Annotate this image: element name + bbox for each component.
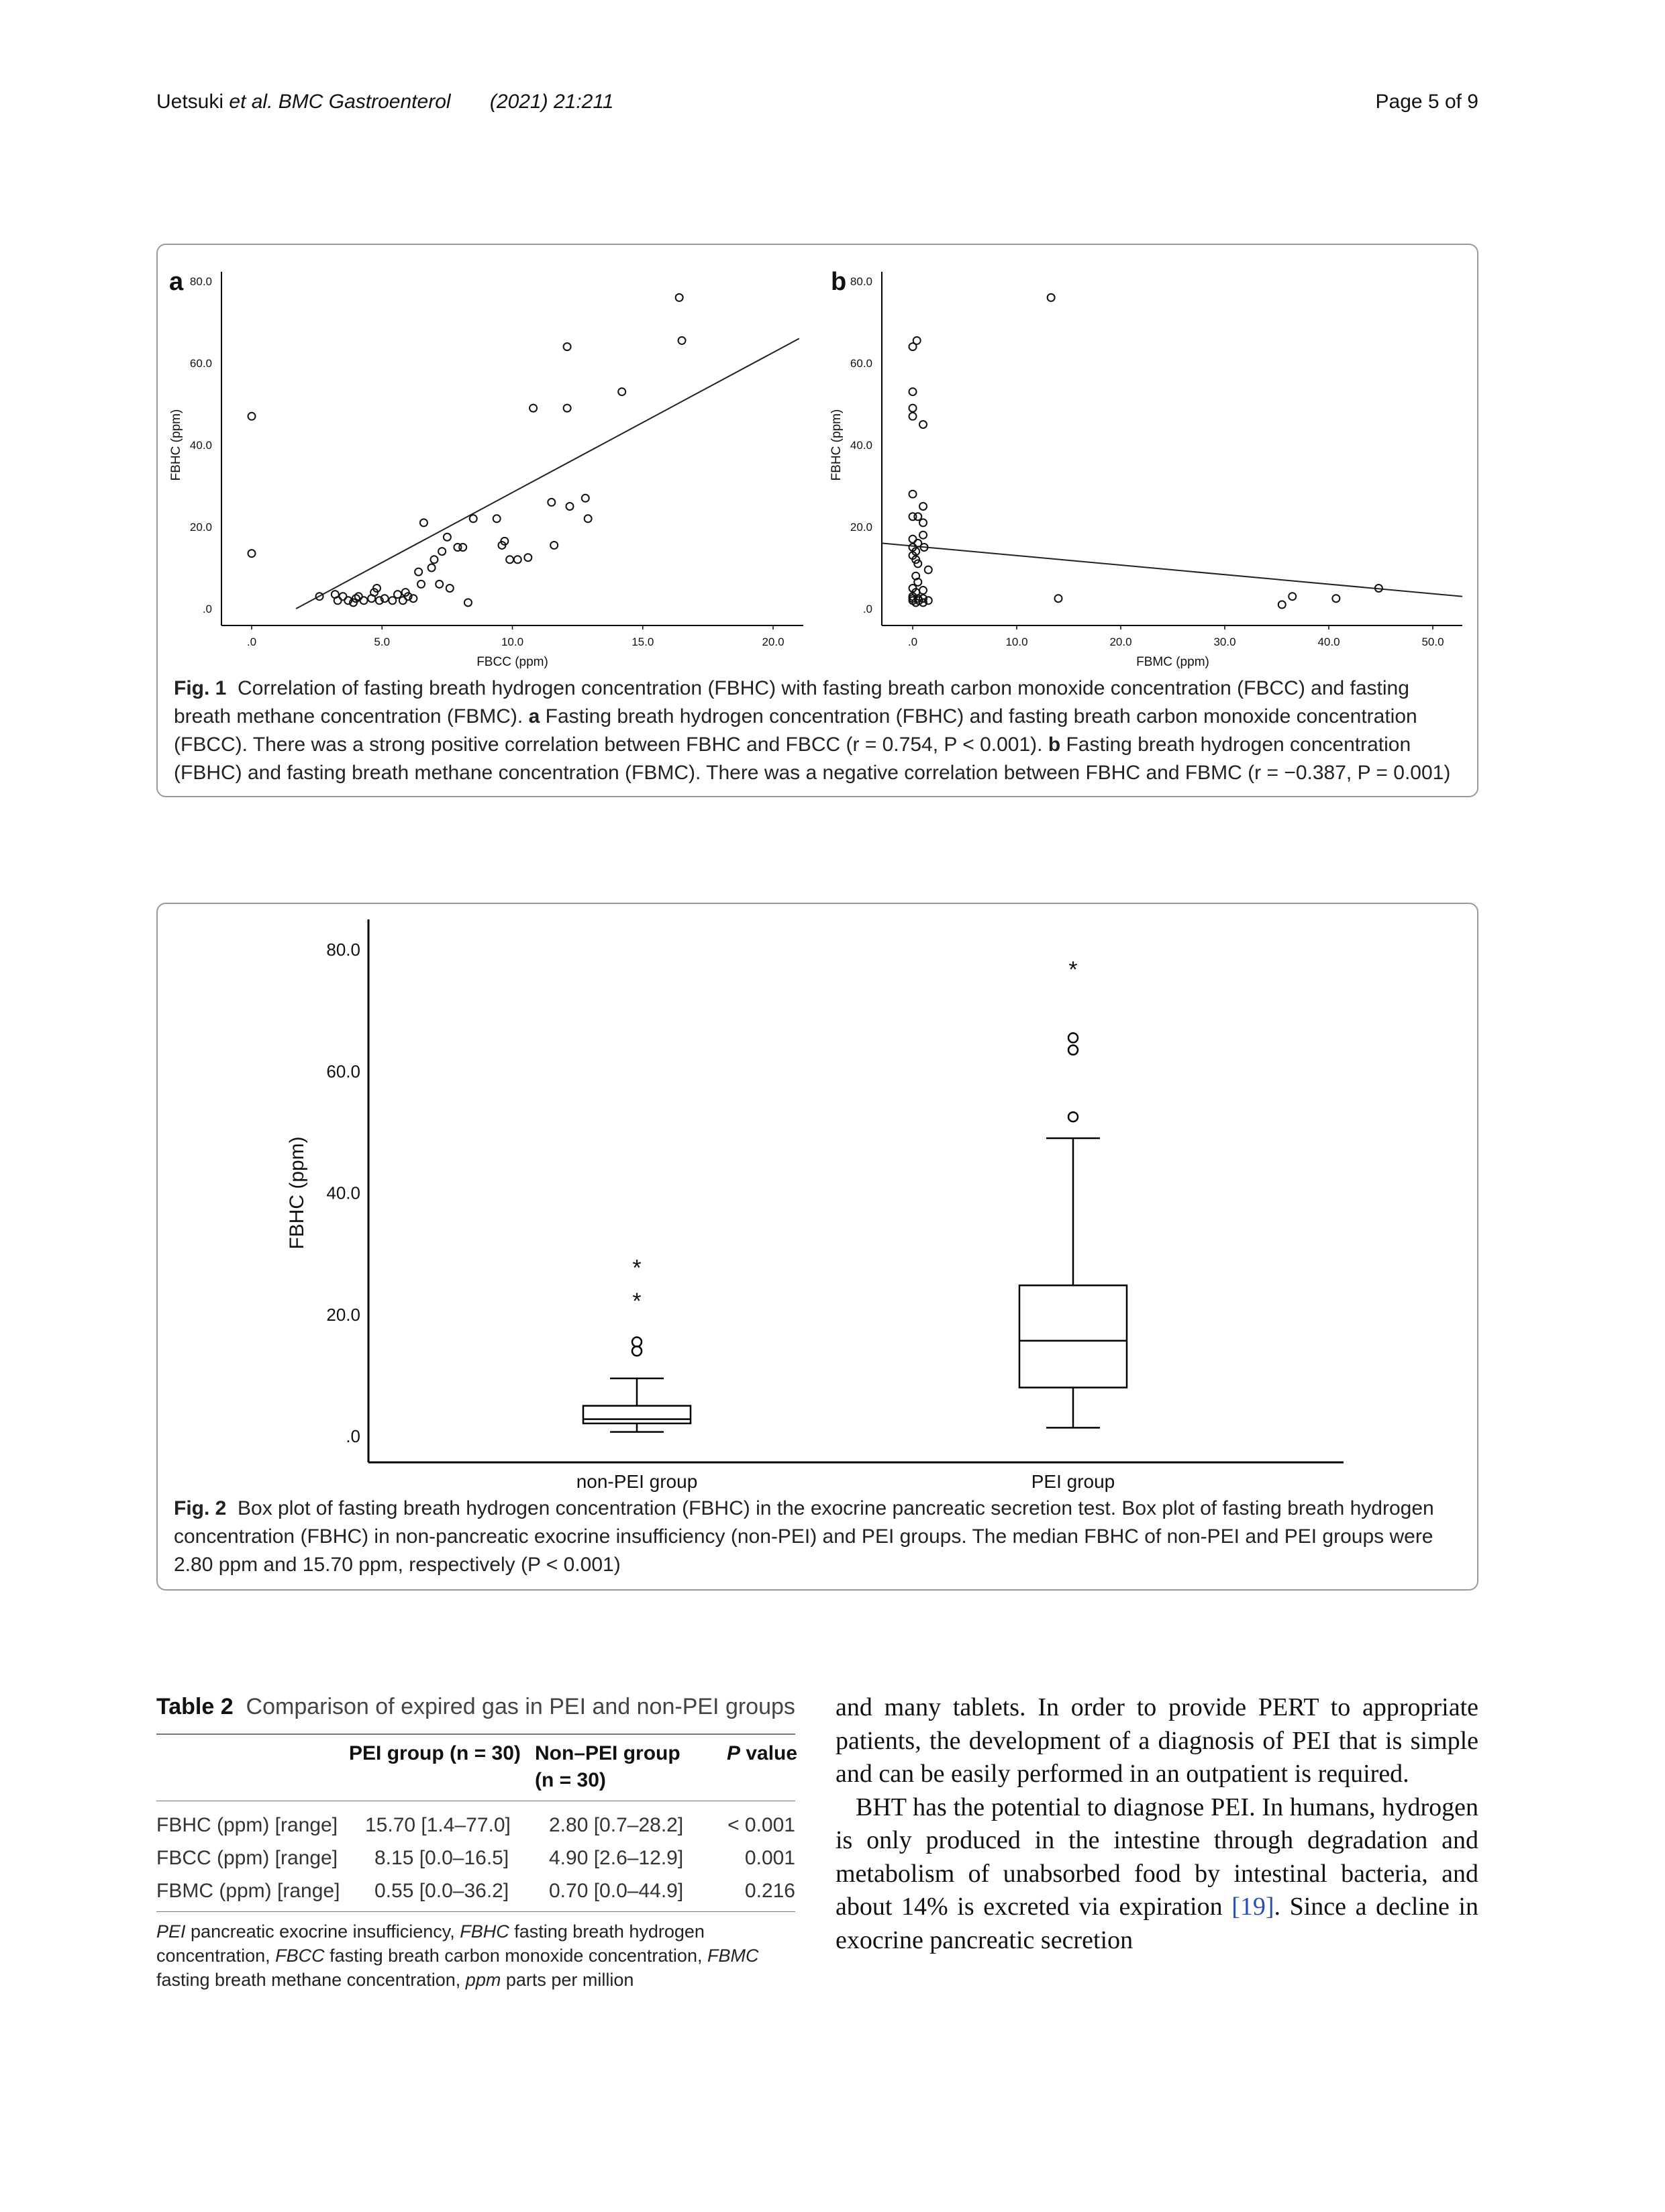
column-header-nonpei-line1: Non–PEI group: [535, 1742, 680, 1764]
panel-b-data-point: [919, 532, 927, 539]
panel-b-y-tick-label: 60.0: [850, 357, 872, 370]
panel-b-data-point: [913, 337, 921, 344]
panel-a-data-point: [464, 599, 472, 606]
panel-a-y-tick-label: 40.0: [189, 439, 212, 452]
footnote-definition: fasting breath carbon monoxide concentration,: [324, 1946, 707, 1966]
panel-b-data-point: [914, 513, 921, 520]
boxplot-y-tick-label: 20.0: [326, 1304, 360, 1325]
panel-b-data-point: [1048, 294, 1055, 301]
footnote-term: FBHC: [460, 1921, 509, 1942]
column-header-p-value: [727, 1740, 797, 1767]
footnote-definition: parts per million: [501, 1970, 634, 1990]
panel-b-data-point: [919, 587, 927, 594]
row-label: FBHC (ppm) [range]: [156, 1814, 338, 1836]
boxplot-y-tick-label: 80.0: [326, 940, 360, 960]
panel-a-data-point: [564, 343, 571, 350]
panel-a-data-point: [566, 503, 573, 510]
paragraph-text: . Since a decline in exocrine pancreatic secretion: [836, 1893, 1478, 1954]
box-iqr: [583, 1406, 691, 1423]
outlier-point: [1068, 1033, 1078, 1042]
panel-a-x-tick-label: 20.0: [762, 636, 785, 648]
figure-1-box: [156, 244, 1478, 797]
panel-a-data-point: [550, 542, 558, 549]
outlier-point: [1068, 1046, 1078, 1055]
extreme-outlier-marker: *: [1068, 957, 1078, 983]
panel-b-data-point: [909, 413, 917, 420]
panel-a-data-point: [360, 597, 368, 604]
panel-a-data-point: [389, 597, 396, 604]
panel-a-data-point: [514, 556, 521, 563]
panel-a-data-point: [436, 581, 443, 588]
panel-b-data-point: [909, 405, 917, 412]
panel-b-x-tick-label: 20.0: [1109, 636, 1132, 648]
fig2-caption-label: Fig. 2: [174, 1497, 227, 1519]
cell-nonpei: 0.70 [0.0–44.9]: [549, 1880, 684, 1902]
cell-p-value: 0.001: [744, 1847, 795, 1869]
figure-1-plots: [158, 245, 1477, 669]
header-year-volume: (2021) 21:211: [489, 91, 614, 113]
panel-b-data-point: [919, 503, 927, 510]
running-head-left: [156, 91, 613, 113]
panel-a-data-point: [444, 534, 451, 541]
boxplot-category-label: non-PEI group: [576, 1471, 698, 1492]
boxplot-y-axis-title: FBHC (ppm): [286, 1136, 308, 1250]
panel-a-data-point: [524, 554, 532, 561]
panel-a-y-tick-label: .0: [202, 603, 212, 615]
panel-b-data-point: [919, 421, 927, 428]
panel-b-data-point: [1055, 595, 1062, 602]
panel-a-data-point: [506, 556, 513, 563]
column-header-nonpei: [535, 1740, 680, 1794]
panel-b-data-point: [909, 388, 917, 395]
boxplot-y-tick-label: 60.0: [326, 1061, 360, 1082]
panel-a-data-point: [417, 581, 425, 588]
header-journal: BMC Gastroenterol: [278, 91, 451, 113]
footnote-term: FBMC: [707, 1946, 759, 1966]
figure-2-caption: [174, 1495, 1461, 1579]
table-2-footnote: [156, 1919, 795, 1992]
row-label: FBCC (ppm) [range]: [156, 1847, 338, 1869]
table-2-title: [156, 1694, 795, 1720]
fig1-caption-b-text: Fasting breath hydrogen concentration (FBHC) and fasting breath methane concentration (FBMC). There was a negative correlation between FBHC and FBMC (r = −0.387, P = 0.001): [174, 734, 1451, 784]
footnote-definition: fasting breath methane concentration,: [156, 1970, 466, 1990]
panel-a-y-axis-title: FBHC (ppm): [169, 409, 183, 481]
citation-link[interactable]: [19]: [1231, 1893, 1274, 1921]
panel-a-data-point: [394, 591, 401, 598]
cell-pei: 0.55 [0.0–36.2]: [374, 1880, 509, 1902]
fig2-caption-text: Box plot of fasting breath hydrogen concentration (FBHC) in the exocrine pancreatic secretion test. Box plot of fasting breath hydrogen concentration (FBHC) in non-pancreatic exocrine insufficiency (non-PEI) and PEI groups. The median FBHC of non-PEI and PEI groups were 2.80 ppm and 15.70 ppm, respectively (P < 0.001): [174, 1497, 1434, 1576]
panel-b-x-tick-label: 40.0: [1317, 636, 1340, 648]
panel-a-regression-line: [296, 338, 799, 609]
fig1-caption-label: Fig. 1: [174, 677, 227, 699]
column-header-pei: PEI group (n = 30): [349, 1742, 521, 1764]
panel-b-data-point: [1332, 595, 1340, 602]
panel-b-data-point: [909, 491, 917, 498]
figure-2-box: [156, 903, 1478, 1591]
cell-pei: 8.15 [0.0–16.5]: [374, 1847, 509, 1869]
panel-b-y-axis-title: FBHC (ppm): [829, 409, 844, 481]
header-authors: Uetsuki: [156, 91, 224, 113]
panel-a-x-tick-label: 15.0: [632, 636, 654, 648]
panel-a-data-point: [415, 568, 422, 576]
panel-a-x-tick-label: 5.0: [374, 636, 391, 648]
panel-a-y-tick-label: 60.0: [189, 357, 212, 370]
outlier-point: [632, 1338, 642, 1347]
panel-a-data-point: [582, 495, 589, 502]
boxplot-y-tick-label: 40.0: [326, 1183, 360, 1203]
column-header-nonpei-line2: (n = 30): [535, 1769, 606, 1791]
paragraph: [836, 1791, 1478, 1958]
fig1-caption-a-text: Fasting breath hydrogen concentration (FBHC) and fasting breath carbon monoxide concentration (FBCC). There was a strong positive correlation between FBHC and FBCC (r = 0.754, P < 0.001).: [174, 705, 1417, 756]
panel-a-data-point: [470, 515, 477, 522]
cell-p-value: < 0.001: [727, 1814, 795, 1836]
panel-a-data-point: [564, 405, 571, 412]
extreme-outlier-marker: *: [632, 1289, 642, 1315]
header-etal: et al.: [229, 91, 273, 113]
panel-b-data-point: [919, 519, 927, 526]
cell-p-value: 0.216: [744, 1880, 795, 1902]
fig1-caption-b-label: b: [1048, 734, 1061, 756]
panel-b-x-tick-label: 50.0: [1421, 636, 1444, 648]
panel-b-x-tick-label: .0: [907, 636, 918, 648]
footnote-definition: pancreatic exocrine insufficiency,: [185, 1921, 460, 1942]
panel-b-x-tick-label: 10.0: [1005, 636, 1028, 648]
column-header-p-rest: value: [740, 1742, 798, 1764]
panel-a-x-tick-label: 10.0: [501, 636, 524, 648]
panel-a-y-tick-label: 80.0: [189, 275, 212, 288]
footnote-term: ppm: [465, 1970, 501, 1990]
paragraph-text: BHT has the potential to diagnose PEI. In humans, hydrogen is only produced in the intestine through degradation and metabolism of unabsorbed food by intestinal bacteria, and about 14% is excreted via expiration: [836, 1793, 1478, 1921]
boxplot-category-label: PEI group: [1031, 1471, 1115, 1492]
panel-a-data-point: [446, 585, 454, 592]
panel-a-data-point: [248, 550, 256, 557]
table-bottom-rule: [156, 1911, 795, 1912]
column-header-p-italic: P: [727, 1742, 741, 1764]
panel-b-data-point: [925, 566, 932, 574]
panel-b-y-tick-label: .0: [862, 603, 872, 615]
panel-a-data-point: [248, 413, 256, 420]
panel-a-data-point: [438, 548, 446, 555]
box-iqr: [1019, 1285, 1127, 1387]
panel-b-x-axis-title: FBMC (ppm): [1136, 655, 1209, 669]
panel-a-y-tick-label: 20.0: [189, 521, 212, 534]
panel-b-y-tick-label: 80.0: [850, 275, 872, 288]
figure-2-boxplot: [158, 904, 1477, 1495]
panel-a-data-point: [618, 388, 625, 395]
panel-a-data-point: [676, 294, 683, 301]
fig1-caption-a-label: a: [528, 705, 540, 727]
panel-a-data-point: [430, 556, 438, 563]
table-top-rule: [156, 1733, 795, 1735]
cell-nonpei: 2.80 [0.7–28.2]: [549, 1814, 684, 1836]
body-text-column: [836, 1691, 1478, 1957]
footnote-definition: fasting breath hydrogen concentration,: [156, 1921, 705, 1966]
cell-pei: 15.70 [1.4–77.0]: [365, 1814, 511, 1836]
panel-b-y-tick-label: 20.0: [850, 521, 872, 534]
panel-a-x-axis-title: FBCC (ppm): [476, 655, 548, 669]
footnote-term: PEI: [156, 1921, 186, 1942]
panel-b-data-point: [1289, 593, 1296, 600]
figure-1-caption: [174, 674, 1461, 787]
panel-a-data-point: [548, 499, 555, 506]
table-2-label: Table 2: [156, 1694, 234, 1719]
panel-b-x-tick-label: 30.0: [1213, 636, 1236, 648]
outlier-point: [632, 1346, 642, 1356]
panel-a-x-tick-label: .0: [246, 636, 257, 648]
panel-b-data-point: [1278, 601, 1286, 608]
panel-a-data-point: [678, 337, 686, 344]
header-page-number: Page 5 of 9: [1375, 91, 1478, 113]
panel-a-data-point: [459, 544, 466, 551]
panel-a-data-point: [420, 519, 427, 526]
cell-nonpei: 4.90 [2.6–12.9]: [549, 1847, 684, 1869]
panel-a-data-point: [529, 405, 537, 412]
row-label: FBMC (ppm) [range]: [156, 1880, 340, 1902]
table-2-description: Comparison of expired gas in PEI and non-PEI groups: [246, 1694, 795, 1719]
panel-a-data-point: [585, 515, 592, 522]
panel-a-data-point: [493, 515, 501, 522]
boxplot-y-tick-label: .0: [346, 1426, 360, 1446]
panel-a-label: a: [169, 268, 184, 296]
panel-b-label: b: [831, 268, 847, 296]
panel-a-data-point: [428, 564, 436, 572]
footnote-term: FBCC: [275, 1946, 325, 1966]
outlier-point: [1068, 1112, 1078, 1121]
fig1-caption-intro: Correlation of fasting breath hydrogen concentration (FBHC) with fasting breath carbon monoxide concentration (FBCC) and fasting breath methane concentration (FBMC).: [174, 677, 1409, 727]
paragraph: and many tablets. In order to provide PERT to appropriate patients, the development of a diagnosis of PEI that is simple and can be easily performed in an outpatient is required.: [836, 1693, 1478, 1788]
panel-b-y-tick-label: 40.0: [850, 439, 872, 452]
extreme-outlier-marker: *: [632, 1255, 642, 1281]
